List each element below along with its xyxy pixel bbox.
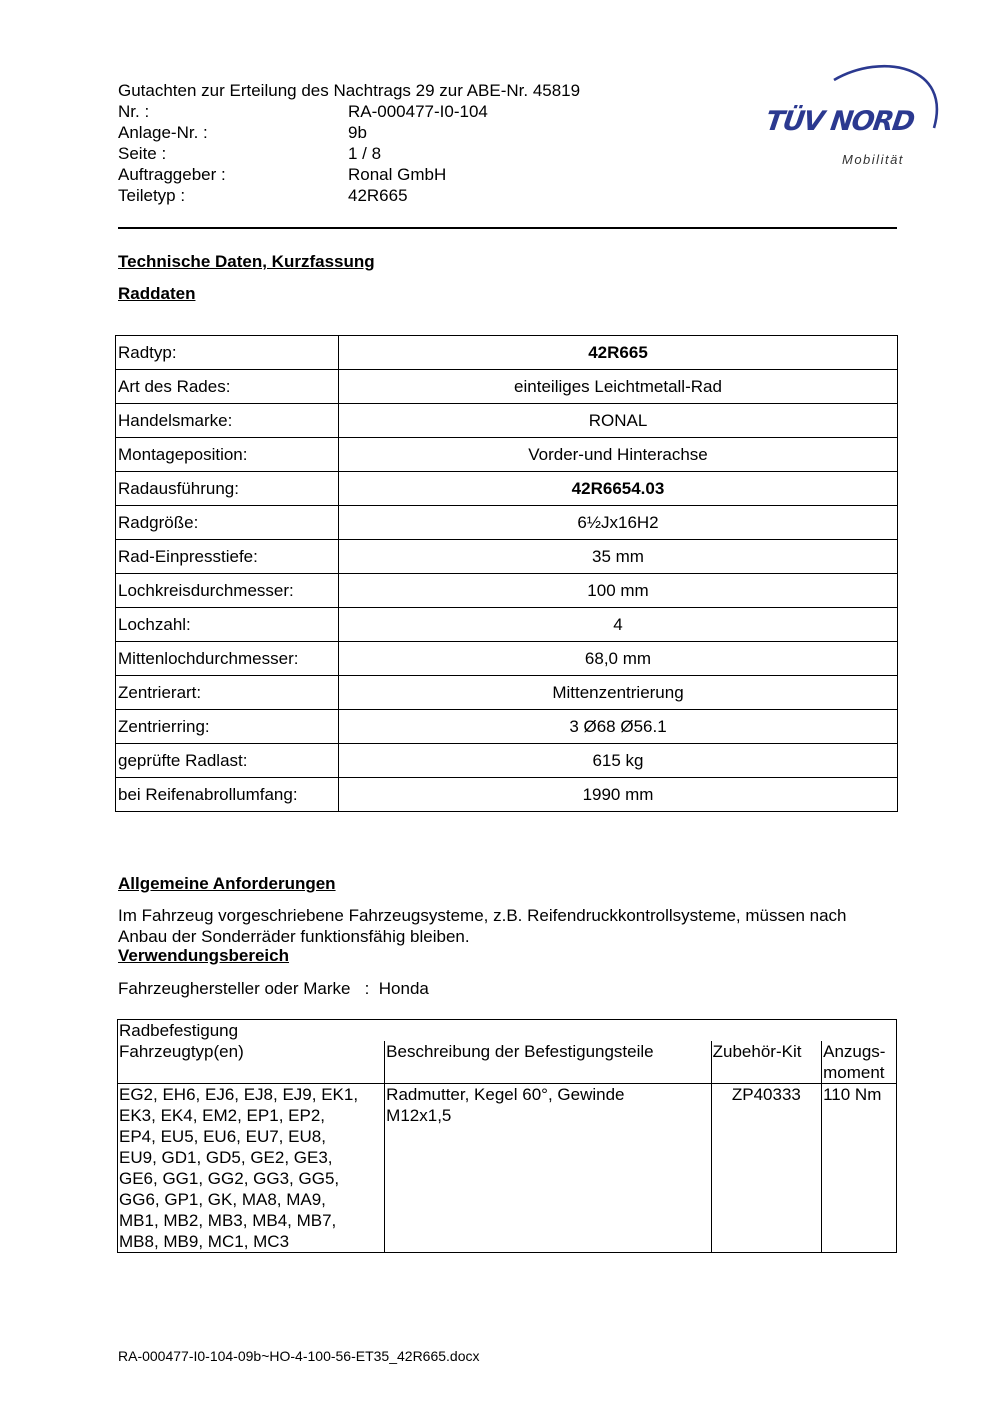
tuv-nord-logo	[762, 56, 942, 174]
header-row-label: Auftraggeber :	[118, 165, 226, 184]
description-line: M12x1,5	[386, 1106, 452, 1125]
torque-cell: 110 Nm	[822, 1084, 897, 1253]
header-row-value: 9b	[348, 123, 367, 142]
wheel-property-label: Radausführung:	[116, 472, 339, 506]
wheel-property-value: 35 mm	[339, 540, 898, 574]
fixing-column-header	[118, 1041, 385, 1084]
vehicle-types-line: MB1, MB2, MB3, MB4, MB7,	[119, 1211, 337, 1230]
wheel-property-label: Mittenlochdurchmesser:	[116, 642, 339, 676]
table-row	[116, 642, 898, 676]
wheel-property-label: Montageposition:	[116, 438, 339, 472]
table-row	[116, 676, 898, 710]
header-divider	[118, 227, 897, 229]
section-allgemein-heading: Allgemeine Anforderungen	[118, 874, 336, 893]
header-line: Zubehör-Kit	[712, 1042, 802, 1061]
vehicle-types-line: GE6, GG1, GG2, GG3, GG5,	[119, 1169, 340, 1188]
header-row	[118, 164, 580, 185]
table-row	[116, 472, 898, 506]
vehicle-types-line: MB8, MB9, MC1, MC3	[119, 1232, 290, 1251]
table-row	[116, 506, 898, 540]
wheel-property-value: 100 mm	[339, 574, 898, 608]
vehicle-types-cell	[118, 1084, 385, 1253]
vehicle-types-line: EG2, EH6, EJ6, EJ8, EJ9, EK1,	[119, 1085, 359, 1104]
wheel-property-value: 42R6654.03	[339, 472, 898, 506]
header-rows	[118, 101, 580, 206]
manufacturer-line: Fahrzeughersteller oder Marke : Honda	[118, 979, 429, 998]
logo-wordmark: TÜV NORD	[763, 106, 916, 137]
header-row-label: Anlage-Nr. :	[118, 123, 208, 142]
vehicle-types-line: EK3, EK4, EM2, EP1, EP2,	[119, 1106, 325, 1125]
header-row-value: RA-000477-I0-104	[348, 102, 488, 121]
wheel-property-label: geprüfte Radlast:	[116, 744, 339, 778]
header-line: Fahrzeugtyp(en)	[119, 1042, 244, 1061]
header-row-value: Ronal GmbH	[348, 165, 447, 184]
table-row	[116, 744, 898, 778]
allgemein-paragraph: Im Fahrzeug vorgeschriebene Fahrzeugsysteme, z.B. Reifendruckkontrollsysteme, müssen nach Anbau der Sonderräder funktionsfähig bleiben.	[118, 906, 847, 946]
table-row	[116, 710, 898, 744]
vehicle-types-line: EU9, GD1, GD5, GE2, GE3,	[119, 1148, 333, 1167]
wheel-property-label: Lochkreisdurchmesser:	[116, 574, 339, 608]
wheel-property-value: Mittenzentrierung	[339, 676, 898, 710]
section-verwendung-heading: Verwendungsbereich	[118, 946, 289, 965]
header-row	[118, 185, 580, 206]
header-row	[118, 143, 580, 164]
wheel-property-label: Radtyp:	[116, 336, 339, 370]
table-row	[116, 404, 898, 438]
wheel-property-label: Zentrierring:	[116, 710, 339, 744]
wheel-property-label: Zentrierart:	[116, 676, 339, 710]
wheel-property-label: Radgröße:	[116, 506, 339, 540]
fixing-column-header	[385, 1041, 711, 1084]
table-row	[116, 370, 898, 404]
wheel-property-value: Vorder-und Hinterachse	[339, 438, 898, 472]
table-row	[116, 438, 898, 472]
wheel-property-value: 4	[339, 608, 898, 642]
wheel-data-table	[115, 335, 898, 812]
vehicle-types-line: GG6, GP1, GK, MA8, MA9,	[119, 1190, 326, 1209]
wheel-property-value: 615 kg	[339, 744, 898, 778]
wheel-property-value: 3 Ø68 Ø56.1	[339, 710, 898, 744]
wheel-property-value: 42R665	[339, 336, 898, 370]
header-row-value: 42R665	[348, 186, 408, 205]
vehicle-types-line: EP4, EU5, EU6, EU7, EU8,	[119, 1127, 326, 1146]
wheel-property-value: 6½Jx16H2	[339, 506, 898, 540]
header-row-label: Nr. :	[118, 102, 150, 121]
fixing-column-header	[822, 1041, 897, 1084]
wheel-property-label: Lochzahl:	[116, 608, 339, 642]
table-row	[116, 574, 898, 608]
description-line: Radmutter, Kegel 60°, Gewinde	[386, 1085, 625, 1104]
document-header	[118, 80, 580, 206]
header-row	[118, 122, 580, 143]
table-row	[116, 778, 898, 812]
wheel-property-label: Art des Rades:	[116, 370, 339, 404]
table-row	[116, 608, 898, 642]
wheel-property-value: einteiliges Leichtmetall-Rad	[339, 370, 898, 404]
section-tech-heading: Technische Daten, Kurzfassung	[118, 252, 375, 271]
fixing-table-title: Radbefestigung	[118, 1020, 897, 1042]
wheel-property-value: 68,0 mm	[339, 642, 898, 676]
fixing-column-header	[711, 1041, 821, 1084]
kit-cell: ZP40333	[711, 1084, 821, 1253]
wheel-property-value: RONAL	[339, 404, 898, 438]
table-row	[116, 540, 898, 574]
header-row-value: 1 / 8	[348, 144, 382, 163]
wheel-fixing-table	[117, 1019, 897, 1253]
wheel-property-label: bei Reifenabrollumfang:	[116, 778, 339, 812]
header-row-label: Seite :	[118, 144, 167, 163]
table-row	[116, 336, 898, 370]
wheel-property-label: Handelsmarke:	[116, 404, 339, 438]
header-line: Anzugs-	[823, 1042, 886, 1061]
footer-filename: RA-000477-I0-104-09b~HO-4-100-56-ET35_42R665.docx	[118, 1348, 480, 1364]
logo-subtitle: Mobilität	[842, 152, 904, 167]
header-line: Beschreibung der Befestigungsteile	[386, 1042, 654, 1061]
header-line: moment	[823, 1063, 885, 1082]
wheel-property-value: 1990 mm	[339, 778, 898, 812]
section-raddaten-heading: Raddaten	[118, 284, 196, 303]
fixing-description-cell	[385, 1084, 711, 1253]
header-title: Gutachten zur Erteilung des Nachtrags 29 zur ABE-Nr. 45819	[118, 81, 581, 100]
header-row	[118, 101, 580, 122]
header-row-label: Teiletyp :	[118, 186, 186, 205]
wheel-property-label: Rad-Einpresstiefe:	[116, 540, 339, 574]
